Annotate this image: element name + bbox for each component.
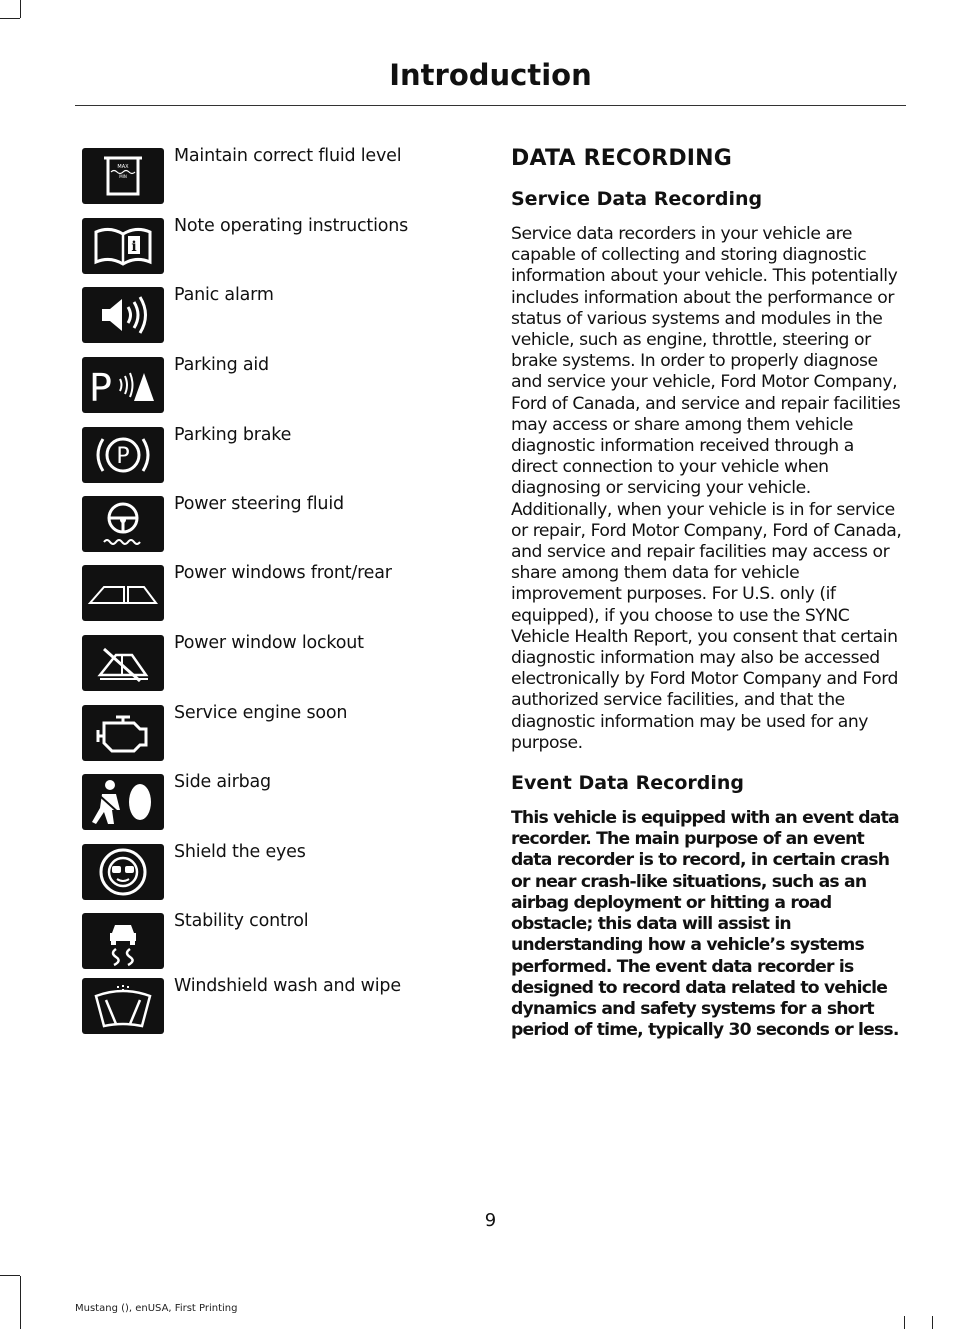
symbol-label: Power windows front/rear: [174, 563, 392, 583]
min-mark: MIN: [119, 174, 127, 179]
symbol-label: Parking brake: [174, 425, 292, 445]
stability-control-icon: [82, 913, 164, 969]
symbol-label: Panic alarm: [174, 285, 274, 305]
section-heading: DATA RECORDING: [511, 146, 733, 171]
data-recording-section: [511, 146, 903, 1059]
symbol-label: Power steering fluid: [174, 494, 344, 514]
parking-letter: P: [116, 444, 130, 469]
page-title: Introduction: [389, 58, 592, 92]
crop-mark: [932, 1316, 933, 1329]
symbol-row: [82, 770, 472, 830]
service-data-heading: Service Data Recording: [511, 188, 763, 210]
crop-mark: [20, 0, 21, 18]
symbol-label: Shield the eyes: [174, 842, 306, 862]
symbol-label: Note operating instructions: [174, 216, 409, 236]
goggles-icon: [82, 844, 164, 900]
symbol-row: [82, 492, 472, 552]
symbol-row: [82, 423, 472, 483]
max-mark: MAX: [117, 164, 129, 170]
symbol-label: Windshield wash and wipe: [174, 976, 401, 996]
engine-icon: [82, 705, 164, 761]
side-airbag-icon: [82, 774, 164, 830]
event-data-heading: Event Data Recording: [511, 772, 745, 795]
service-data-paragraph: Service data recorders in your vehicle are capable of collecting and storing diagnostic information about your vehicle. This potentially includes information about the performance or status of various systems and modules in the vehicle, such as engine, throttle, steering or brake systems. In order to properly diagnose and service your vehicle, Ford Motor Company, Ford of Canada, and service and repair facilities may access or share among them vehicle diagnostic information received through a direct connection to your vehicle when diagnosing or servicing your vehicle. Additionally, when your vehicle is in for service or repair, Ford Motor Company, Ford of Canada, and service and repair facilities may access or share among them data for vehicle improvement purposes. For U.S. only (if equipped), if you choose to use the SYNC Vehicle Health Report, you consent that certain diagnostic information may also be accessed electronically by Ford Motor Company and Ford authorized service facilities, and that the diagnostic information may be used for any purpose.: [511, 224, 902, 753]
symbol-row: [82, 353, 472, 413]
crop-mark: [0, 18, 20, 19]
symbol-row: [82, 631, 472, 691]
symbol-label: Power window lockout: [174, 633, 364, 653]
symbol-row: [82, 283, 472, 343]
symbol-row: [82, 144, 472, 204]
crop-mark: [0, 1275, 20, 1276]
symbol-row: [82, 909, 472, 969]
page-number: 9: [484, 1210, 497, 1231]
footer-text: Mustang (), enUSA, First Printing: [75, 1303, 238, 1314]
symbol-label: Maintain correct fluid level: [174, 146, 402, 166]
window-lockout-icon: [82, 635, 164, 691]
parking-aid-icon: [82, 357, 164, 413]
parking-letter: P: [89, 366, 112, 410]
symbol-label: Side airbag: [174, 772, 271, 792]
symbol-row: [82, 840, 472, 900]
power-window-icon: [82, 565, 164, 621]
steering-wheel-icon: [82, 496, 164, 552]
title-divider: [75, 105, 906, 106]
parking-brake-icon: [82, 427, 164, 483]
wiper-icon: [82, 978, 164, 1034]
symbol-label: Stability control: [174, 911, 309, 931]
event-data-paragraph: This vehicle is equipped with an event data recorder. The main purpose of an event data recorder is to record, in certain crash or near crash-like situations, such as an airbag deployment or hitting a road obstacle; this data will assist in understanding how a vehicle’s systems performed. The event data recorder is designed to record data related to vehicle dynamics and safety systems for a short period of time, typically 30 seconds or less.: [511, 808, 899, 1041]
symbol-row: [82, 561, 472, 621]
svg-text:i: i: [131, 239, 137, 255]
symbol-row: [82, 701, 472, 761]
crop-mark: [20, 1276, 21, 1329]
manual-book-icon: [82, 218, 164, 274]
symbol-row: [82, 214, 472, 274]
speaker-icon: [82, 287, 164, 343]
crop-mark: [904, 1316, 905, 1329]
symbol-label: Parking aid: [174, 355, 269, 375]
symbol-label: Service engine soon: [174, 703, 348, 723]
fluid-level-icon: [82, 148, 164, 204]
symbol-row: [82, 974, 472, 1034]
